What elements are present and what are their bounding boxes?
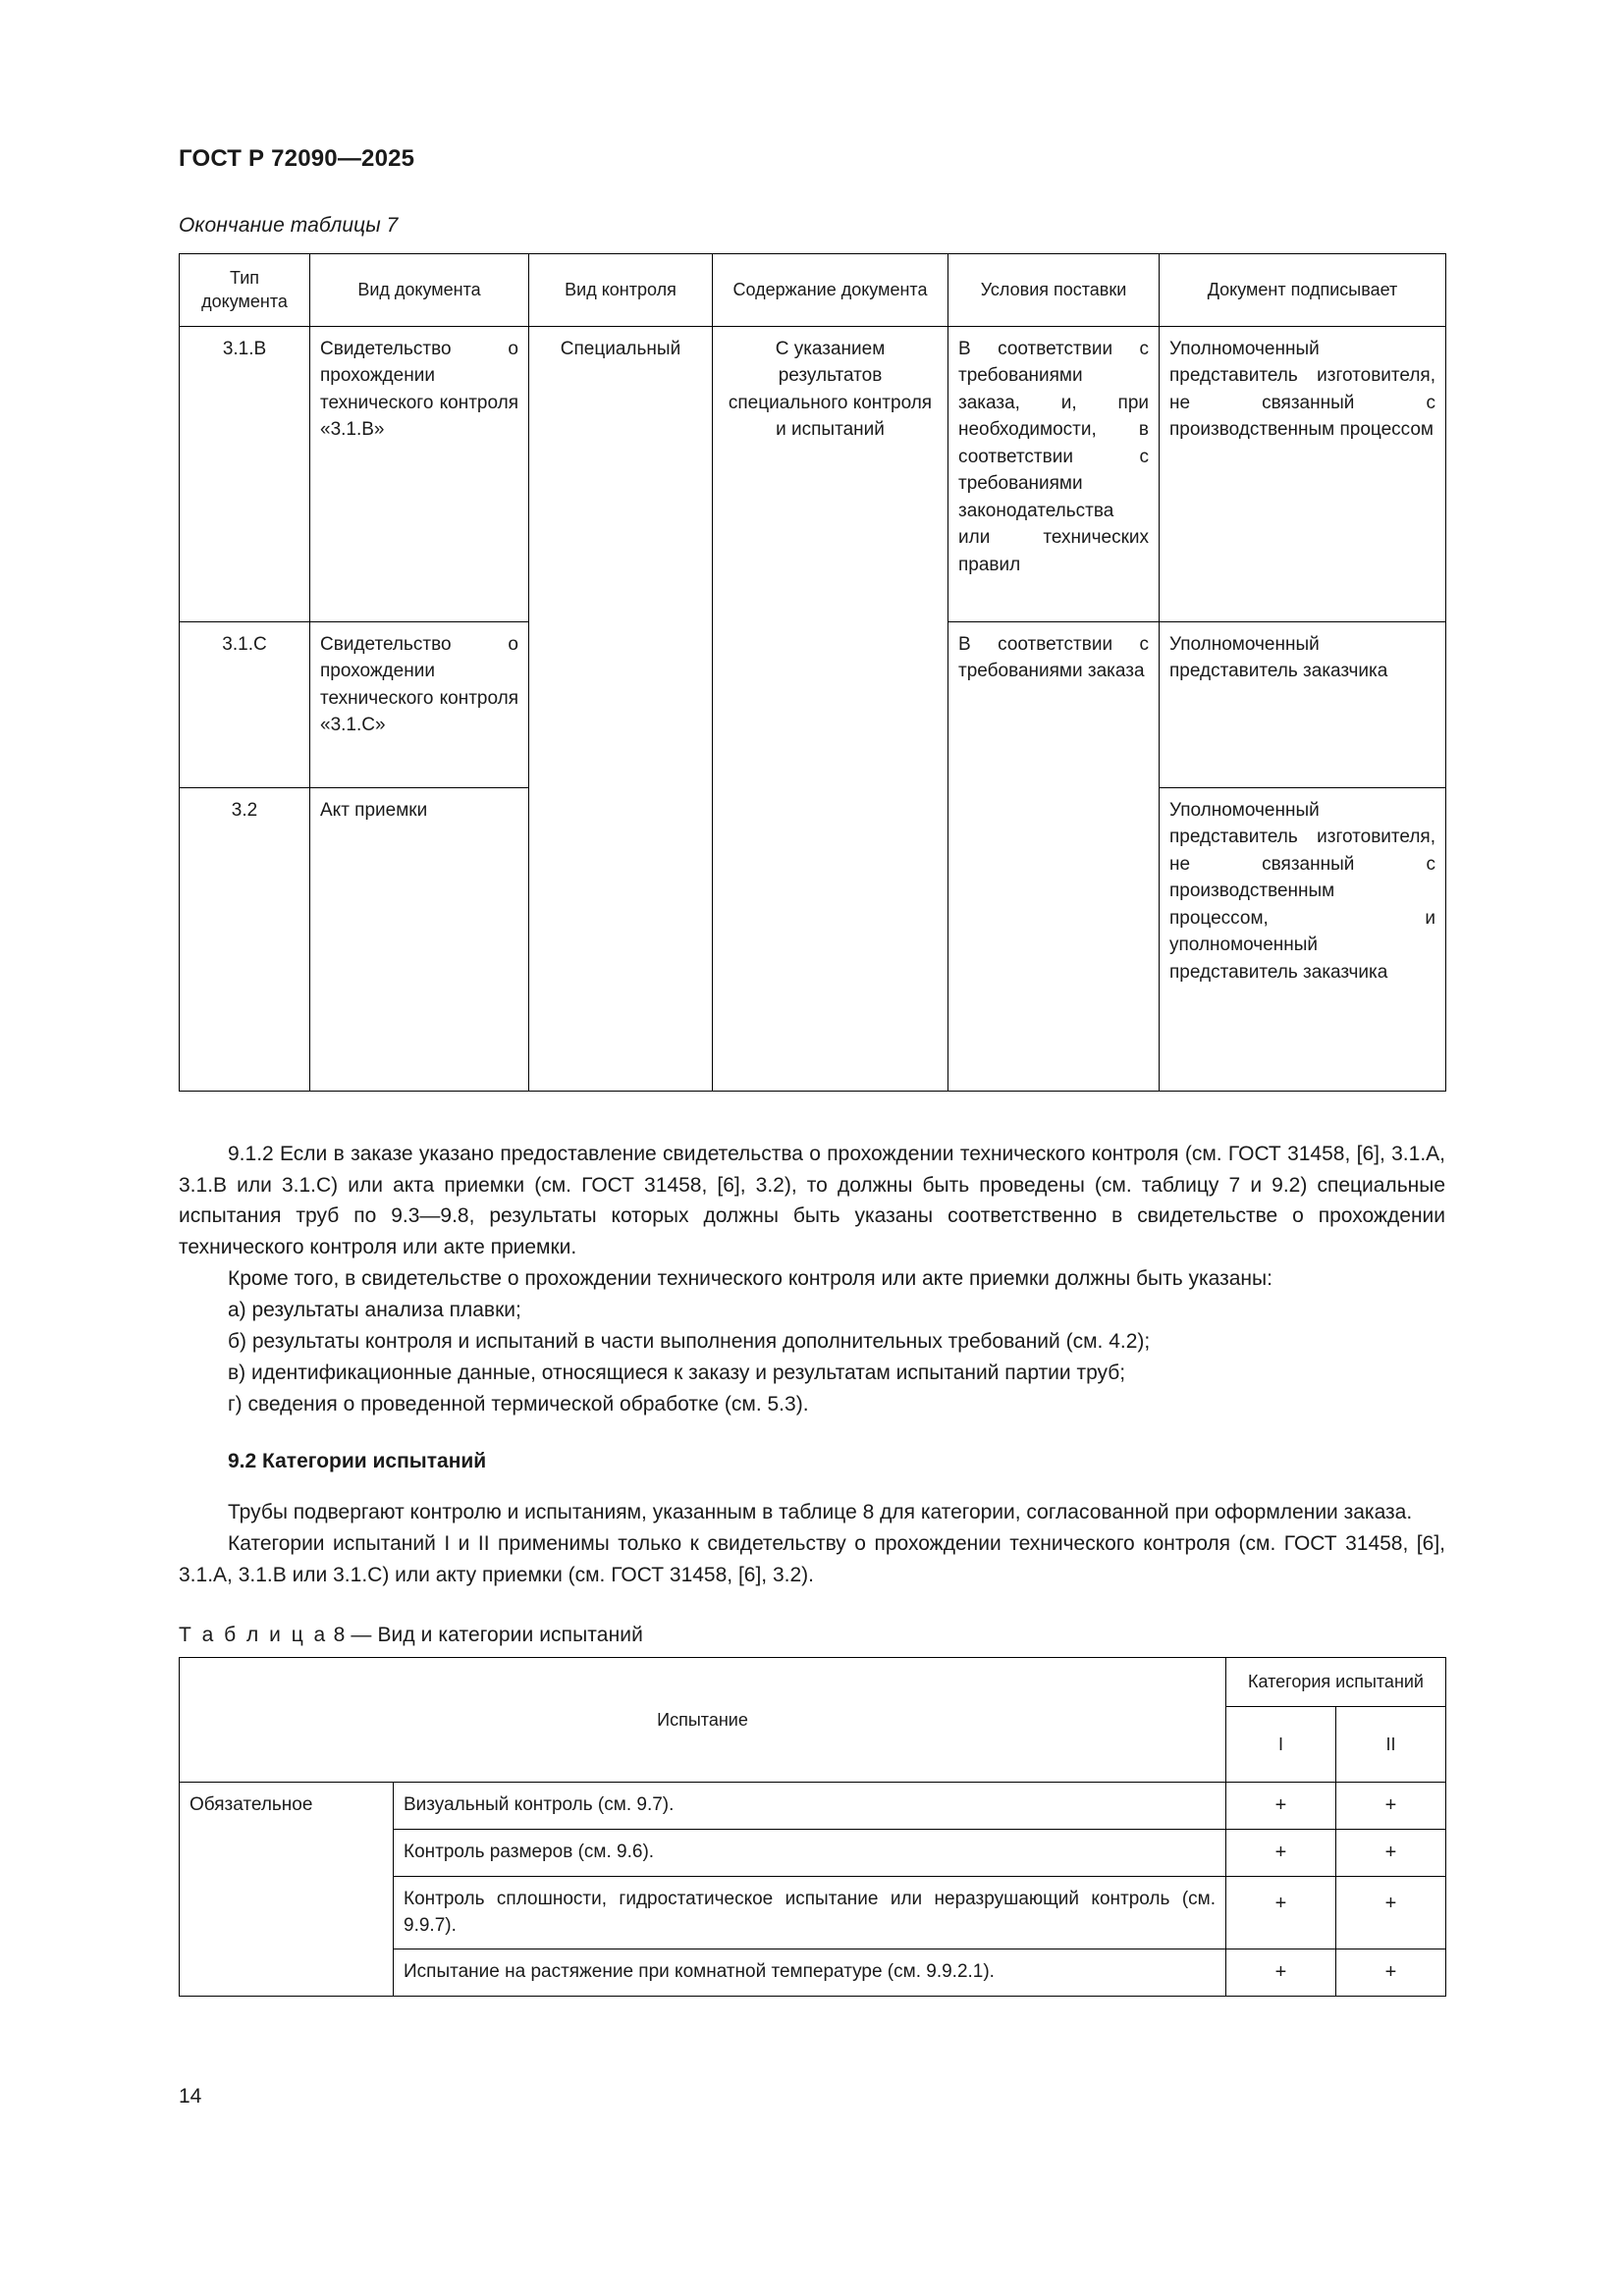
table-8-cell-cat1-2: + xyxy=(1226,1829,1336,1876)
table-7-cell-kind-2: Свидетельство о прохождении технического контроля «3.1.C» xyxy=(310,621,529,787)
table-8-cell-test-1: Визуальный контроль (см. 9.7). xyxy=(394,1782,1226,1829)
page-number: 14 xyxy=(179,2085,202,2108)
table-8-caption-dash: — xyxy=(351,1624,372,1647)
table-7-cell-type-1: 3.1.B xyxy=(180,326,310,621)
list-item-v: в) идентификационные данные, относящиеся к заказу и результатам испытаний партии труб; xyxy=(228,1361,1126,1384)
table-7-col-content: Содержание документа xyxy=(713,254,948,327)
table-7-cell-type-3: 3.2 xyxy=(180,787,310,1091)
table-7-cell-type-2: 3.1.C xyxy=(180,621,310,787)
table-8-caption-title: Вид и категории испытаний xyxy=(377,1624,643,1647)
table-8-caption-label: Т а б л и ц а xyxy=(179,1624,328,1647)
table-8-col-category-group: Категория испытаний xyxy=(1226,1658,1446,1706)
table-7 xyxy=(179,253,1446,1092)
table-8-caption-number: 8 xyxy=(333,1624,346,1647)
table-8-cell-test-2: Контроль размеров (см. 9.6). xyxy=(394,1829,1226,1876)
paragraph-pipes-subjected: Трубы подвергают контролю и испытаниям, указанным в таблице 8 для категории, согласованной при оформлении заказа. xyxy=(228,1500,1413,1523)
table-8-caption xyxy=(179,1624,1445,1647)
paragraph-test-categories: Категории испытаний I и II применимы только к свидетельству о прохождении технического контроля (см. ГОСТ 31458, [6], 3.1.A, 3.1.B или 3.1.C) или акту приемки (см. ГОСТ 31458, [6], 3.2). xyxy=(179,1531,1445,1586)
body-text-block xyxy=(179,1139,1445,1591)
table-7-cell-kind-3: Акт приемки xyxy=(310,787,529,1091)
table-7-col-type: Тип документа xyxy=(180,254,310,327)
list-item-b: б) результаты контроля и испытаний в части выполнения дополнительных требований (см. 4.2); xyxy=(228,1330,1151,1354)
table-8-header-row-1 xyxy=(180,1658,1446,1706)
table-8 xyxy=(179,1657,1446,1996)
table-8-cell-cat2-3: + xyxy=(1336,1876,1446,1949)
table-8-cell-test-3: Контроль сплошности, гидростатическое испытание или неразрушающий контроль (см. 9.9.7). xyxy=(394,1876,1226,1949)
table-7-cell-control-merged: Специальный xyxy=(529,326,713,1091)
table-7-col-kind: Вид документа xyxy=(310,254,529,327)
table-8-group-label: Обязательное xyxy=(180,1782,394,1996)
table-7-cell-signer-3: Уполномоченный представитель изготовителя, не связанный с производственным процессом, и уполномоченный представитель заказчика xyxy=(1160,787,1446,1091)
list-item-g: г) сведения о проведенной термической обработке (см. 5.3). xyxy=(228,1392,809,1415)
table-7-cell-delivery-2: В соответствии с требованиями заказа xyxy=(948,621,1160,1091)
running-header-standard-id: ГОСТ Р 72090—2025 xyxy=(179,145,415,172)
table-7-col-delivery: Условия поставки xyxy=(948,254,1160,327)
table-7-cell-kind-1: Свидетельство о прохождении технического контроля «3.1.B» xyxy=(310,326,529,621)
table-8-col-category-2: II xyxy=(1336,1706,1446,1782)
table-7-caption: Окончание таблицы 7 xyxy=(179,214,399,237)
table-8-cell-cat1-3: + xyxy=(1226,1876,1336,1949)
list-item-a: а) результаты анализа плавки; xyxy=(228,1299,521,1322)
table-7-cell-content-merged: С указанием результатов специального контроля и испытаний xyxy=(713,326,948,1091)
table-8-cell-cat1-4: + xyxy=(1226,1949,1336,1996)
table-7-col-signer: Документ подписывает xyxy=(1160,254,1446,327)
table-7-col-control: Вид контроля xyxy=(529,254,713,327)
table-8-cell-test-4: Испытание на растяжение при комнатной температуре (см. 9.9.2.1). xyxy=(394,1949,1226,1996)
table-row xyxy=(180,1782,1446,1829)
table-8-col-category-1: I xyxy=(1226,1706,1336,1782)
table-7-cell-delivery-1: В соответствии с требованиями заказа, и, при необходимости, в соответствии с требованиями законодательства или технических правил xyxy=(948,326,1160,621)
table-8-cell-cat2-2: + xyxy=(1336,1829,1446,1876)
page-content xyxy=(179,214,1445,1997)
table-row xyxy=(180,326,1446,621)
table-8-col-test: Испытание xyxy=(180,1658,1226,1782)
paragraph-9-1-2: 9.1.2 Если в заказе указано предоставление свидетельства о прохождении технического контроля (см. ГОСТ 31458, [6], 3.1.A, 3.1.B или 3.1.C) или акта приемки (см. ГОСТ 31458, [6], 3.2), то должны быть проведены (см. таблицу 7 и 9.2) специальные испытания труб по 9.3—9.8, результаты которых должны быть указаны соответственно в свидетельстве о прохождении технического контроля или акте приемки. xyxy=(179,1142,1445,1259)
table-7-cell-signer-1: Уполномоченный представитель изготовителя, не связанный с производственным процессом xyxy=(1160,326,1446,621)
table-8-cell-cat2-1: + xyxy=(1336,1782,1446,1829)
table-7-cell-signer-2: Уполномоченный представитель заказчика xyxy=(1160,621,1446,787)
table-7-header-row xyxy=(180,254,1446,327)
table-8-cell-cat2-4: + xyxy=(1336,1949,1446,1996)
section-heading-9-2: 9.2 Категории испытаний xyxy=(228,1449,487,1472)
table-8-cell-cat1-1: + xyxy=(1226,1782,1336,1829)
paragraph-moreover: Кроме того, в свидетельстве о прохождении технического контроля или акте приемки должны быть указаны: xyxy=(228,1267,1272,1291)
